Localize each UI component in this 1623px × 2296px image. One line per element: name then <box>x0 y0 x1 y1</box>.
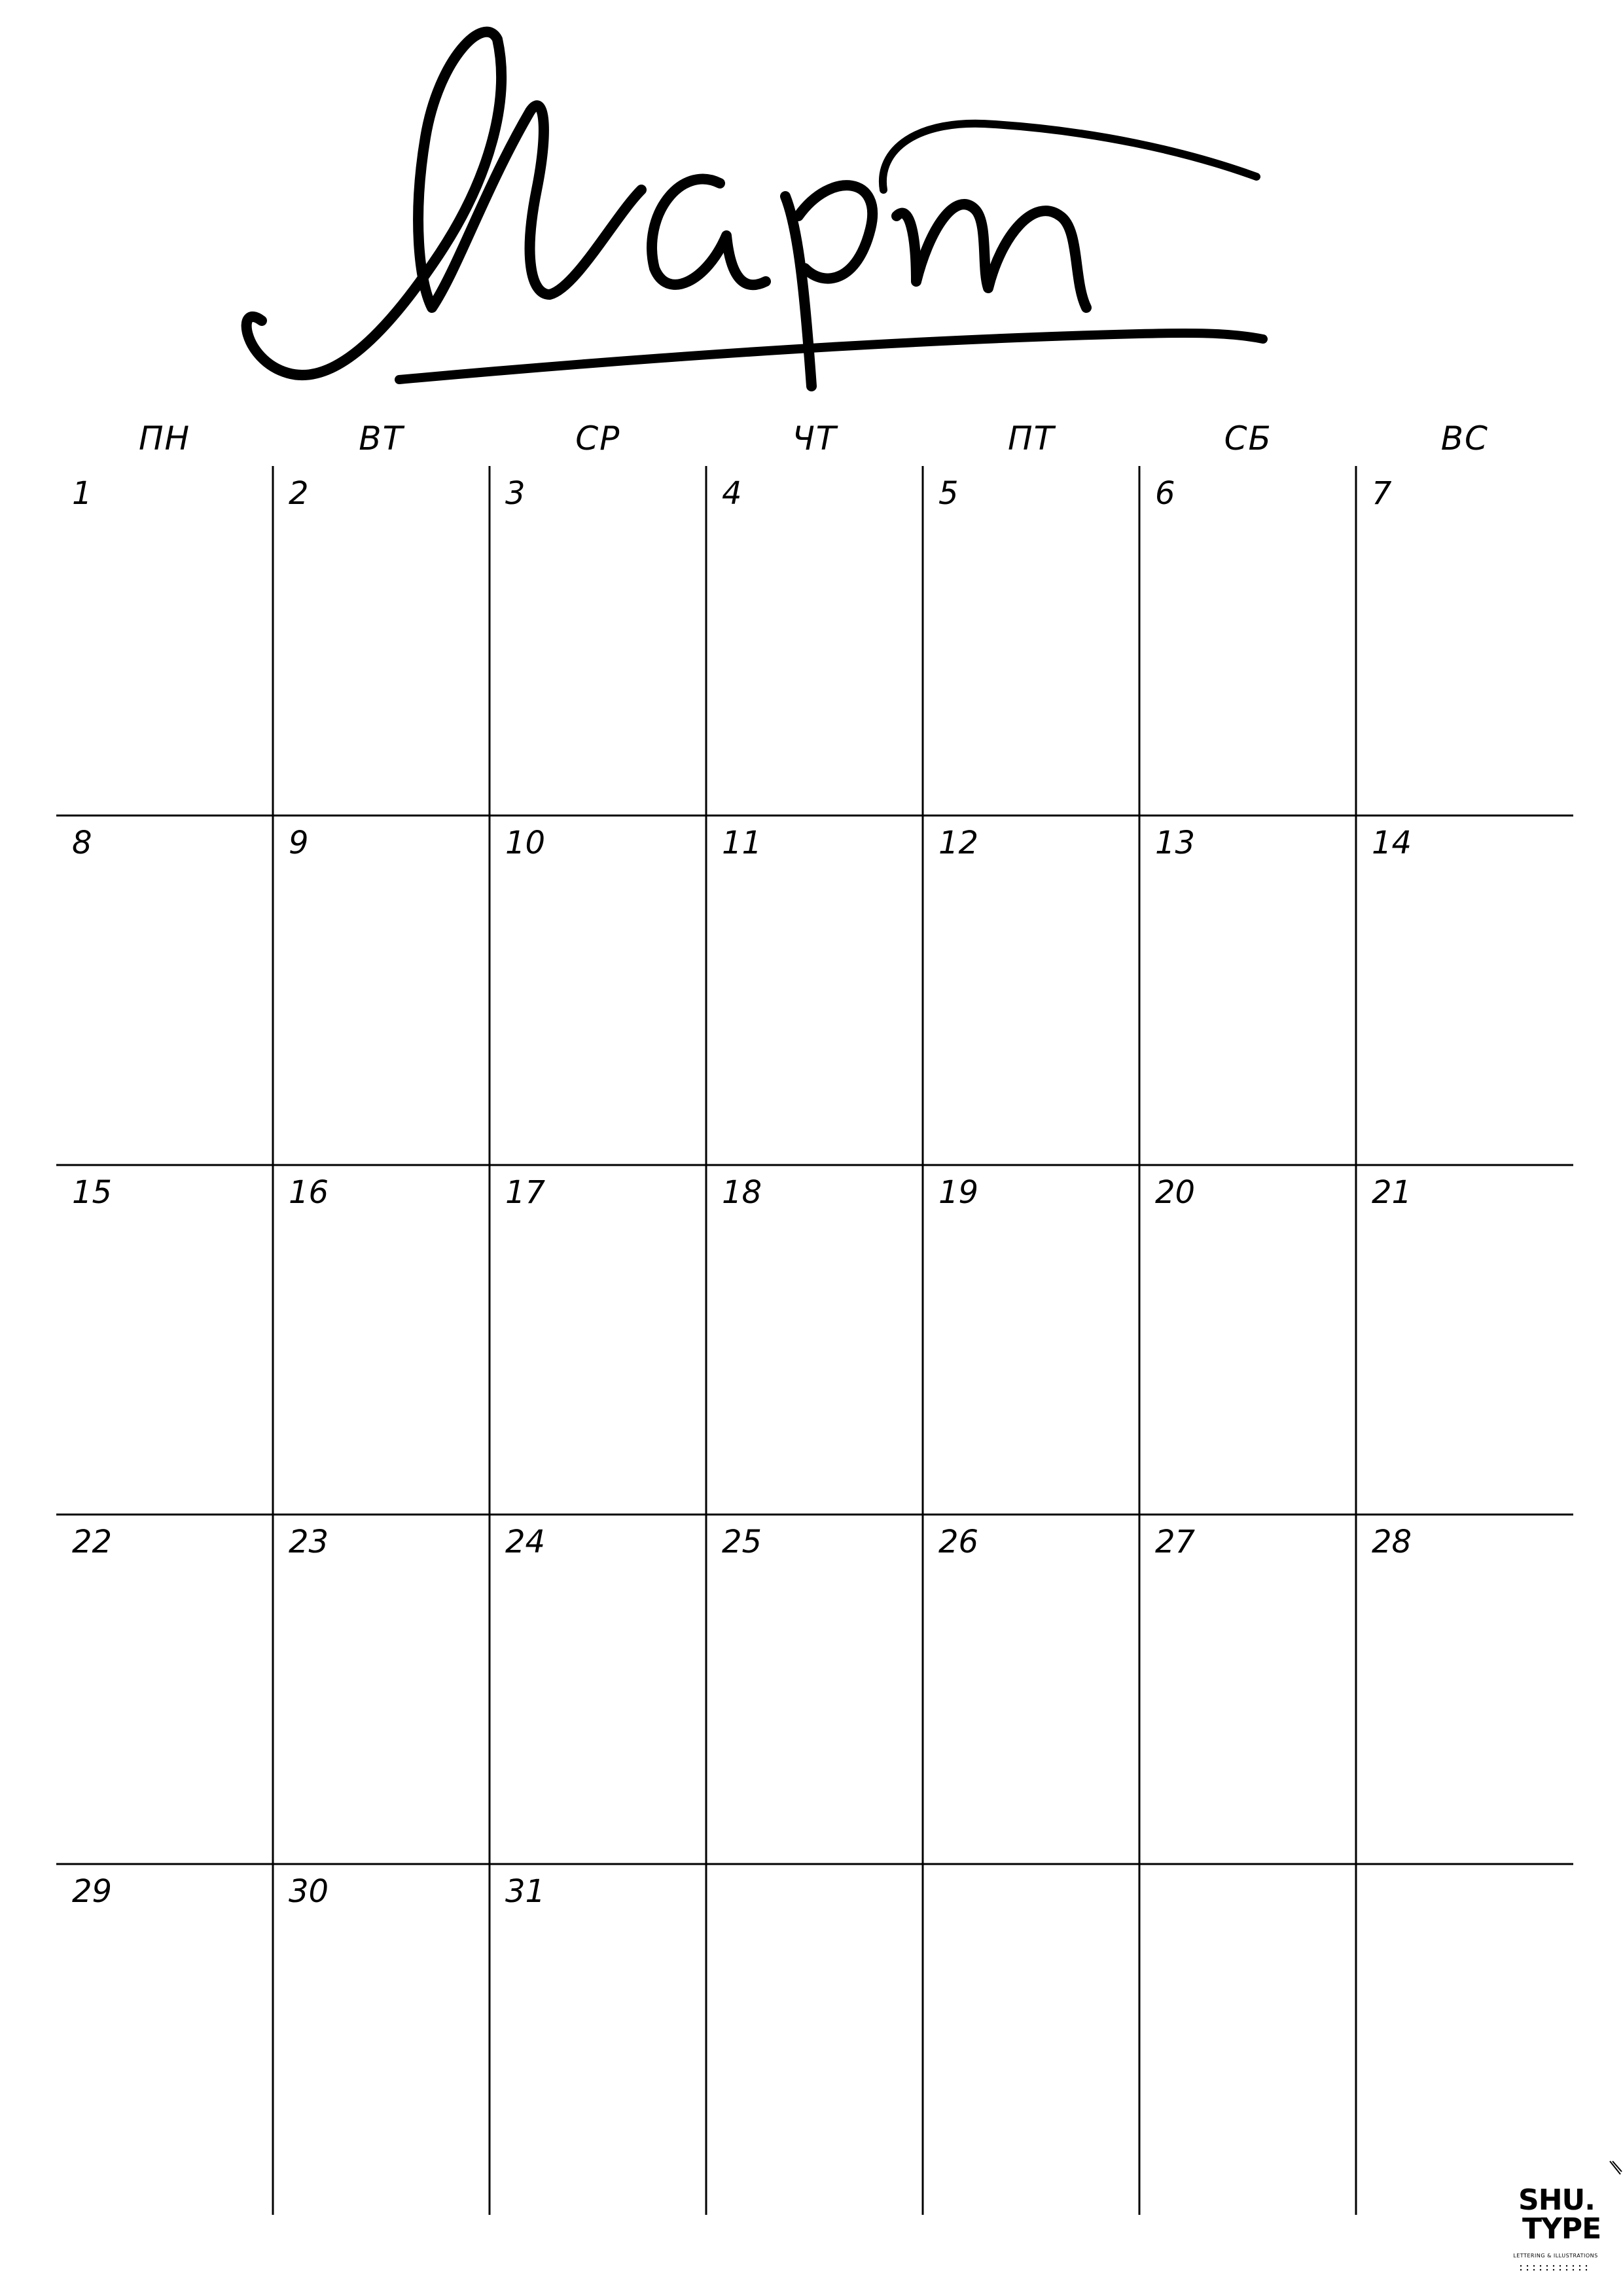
day-cell-empty <box>1139 1864 1356 2214</box>
month-title-lettering <box>223 20 1348 412</box>
day-number: 18 <box>722 1174 762 1211</box>
day-cell <box>923 1515 1139 1864</box>
weekday-thu: ЧТ <box>792 420 838 457</box>
day-cell <box>1356 816 1573 1165</box>
lettering-stroke-m <box>247 32 641 375</box>
corner-mark-icon <box>1609 2160 1623 2179</box>
lettering-stroke-t <box>897 204 1086 308</box>
day-number: 8 <box>72 825 92 861</box>
day-cell <box>490 466 706 816</box>
day-cell <box>706 466 923 816</box>
day-number: 12 <box>938 825 979 861</box>
day-number: 7 <box>1372 475 1392 512</box>
day-cell <box>273 466 490 816</box>
day-number: 19 <box>938 1174 979 1211</box>
day-cell <box>706 1165 923 1515</box>
day-cell-empty <box>1356 1864 1573 2214</box>
day-cell <box>1356 466 1573 816</box>
day-number: 15 <box>72 1174 113 1211</box>
day-number: 30 <box>289 1873 329 1910</box>
day-number: 28 <box>1372 1524 1412 1560</box>
day-number: 10 <box>505 825 546 861</box>
day-cell <box>56 466 273 816</box>
day-number: 17 <box>505 1174 546 1211</box>
weekday-header <box>56 412 1573 465</box>
day-number: 3 <box>505 475 526 512</box>
day-number: 25 <box>722 1524 762 1560</box>
lettering-flourish <box>883 124 1257 190</box>
day-number: 6 <box>1155 475 1175 512</box>
day-cell <box>273 816 490 1165</box>
day-number: 26 <box>938 1524 979 1560</box>
day-number: 22 <box>72 1524 113 1560</box>
weekday-sat: СБ <box>1224 420 1272 457</box>
lettering-stroke-a <box>652 179 766 285</box>
day-cell <box>923 816 1139 1165</box>
day-cell <box>490 1165 706 1515</box>
day-cell <box>490 816 706 1165</box>
day-number: 23 <box>289 1524 329 1560</box>
day-cell <box>1139 1165 1356 1515</box>
day-number: 11 <box>722 825 762 861</box>
day-number: 1 <box>72 475 92 512</box>
logo-line1: SHU. <box>1518 2183 1595 2217</box>
day-number: 20 <box>1155 1174 1196 1211</box>
day-cell <box>273 1515 490 1864</box>
day-cell <box>706 816 923 1165</box>
day-number: 2 <box>289 475 309 512</box>
day-cell <box>273 1864 490 2214</box>
day-cell <box>706 1515 923 1864</box>
day-number: 29 <box>72 1873 113 1910</box>
day-number: 13 <box>1155 825 1196 861</box>
day-cell <box>273 1165 490 1515</box>
day-number: 16 <box>289 1174 329 1211</box>
logo-line2: TYPE <box>1522 2212 1601 2246</box>
day-cell <box>490 1864 706 2214</box>
day-cell <box>923 1165 1139 1515</box>
day-number: 31 <box>505 1873 546 1910</box>
day-number: 4 <box>722 475 742 512</box>
day-number: 21 <box>1372 1174 1412 1211</box>
day-cell-empty <box>706 1864 923 2214</box>
logo-dots-icon <box>1518 2263 1593 2272</box>
day-number: 24 <box>505 1524 546 1560</box>
day-cell <box>56 1515 273 1864</box>
lettering-stroke-r <box>785 185 872 386</box>
weekday-sun: ВС <box>1440 420 1489 457</box>
day-number: 27 <box>1155 1524 1196 1560</box>
day-cell <box>56 816 273 1165</box>
calendar-grid <box>56 466 1573 2215</box>
day-cell <box>1139 1515 1356 1864</box>
day-cell-empty <box>923 1864 1139 2214</box>
day-cell <box>490 1515 706 1864</box>
day-cell <box>56 1165 273 1515</box>
day-number: 9 <box>289 825 309 861</box>
day-cell <box>1139 466 1356 816</box>
brand-logo <box>1513 2179 1601 2284</box>
day-number: 14 <box>1372 825 1412 861</box>
weekday-tue: ВТ <box>359 420 404 457</box>
lettering-underline <box>399 333 1263 380</box>
day-cell <box>1356 1165 1573 1515</box>
day-cell <box>1139 816 1356 1165</box>
day-cell <box>1356 1515 1573 1864</box>
weekday-fri: ПТ <box>1007 420 1056 457</box>
day-number: 5 <box>938 475 959 512</box>
weekday-mon: ПН <box>138 420 191 457</box>
day-cell <box>923 466 1139 816</box>
logo-tagline: LETTERING & ILLUSTRATIONS <box>1513 2253 1598 2259</box>
day-cell <box>56 1864 273 2214</box>
weekday-wed: СР <box>575 420 621 457</box>
